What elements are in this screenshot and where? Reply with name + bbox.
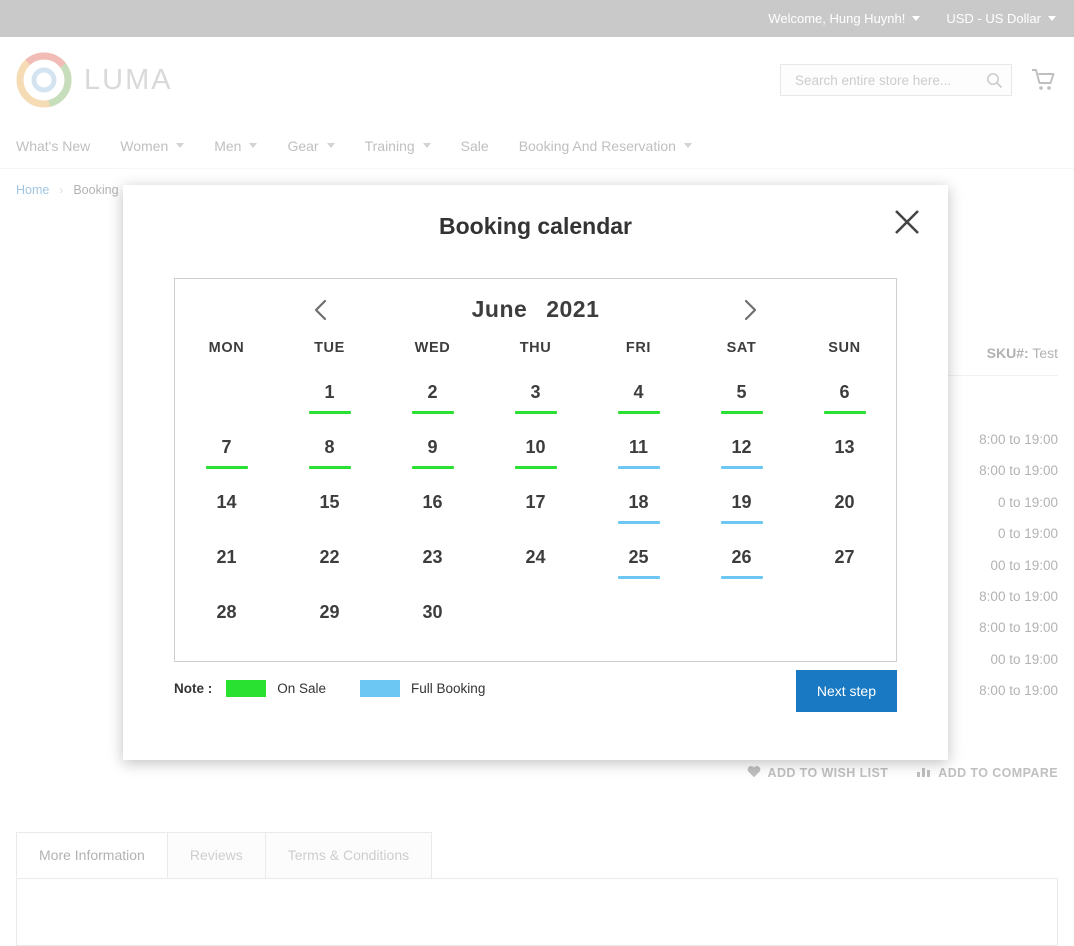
calendar-day-number: 5 [736,381,747,402]
calendar-day-status-bar [309,521,351,524]
calendar-day-18[interactable] [587,480,690,535]
calendar-day-7[interactable] [175,425,278,480]
calendar-day-number: 25 [628,546,649,567]
calendar-day-status-bar [618,411,660,414]
calendar-day-status-bar [824,576,866,579]
calendar-day-status-bar [412,521,454,524]
weekday-mon: MON [208,340,245,356]
calendar-day-number: 9 [427,436,438,457]
calendar-day-number: 20 [834,491,855,512]
calendar-day-status-bar [721,466,763,469]
calendar-day-cell [412,437,454,469]
calendar-day-28[interactable] [175,590,278,645]
calendar-day-29[interactable] [278,590,381,645]
legend-label: Note : [174,681,213,696]
legend-swatch-full-booking [360,680,400,697]
calendar-day-number: 6 [839,381,850,402]
calendar-day-number: 23 [422,546,443,567]
calendar-day-status-bar [618,576,660,579]
calendar-month: June [471,295,528,322]
calendar-day-cell [618,547,660,579]
calendar-day-12[interactable] [690,425,793,480]
calendar-day-empty [793,590,896,645]
weekday-tue: TUE [314,340,345,356]
calendar-day-cell [824,382,866,414]
calendar-day-number: 12 [731,436,752,457]
calendar-day-cell [206,547,248,579]
calendar-day-22[interactable] [278,535,381,590]
weekday-sun: SUN [828,340,861,356]
calendar-day-30[interactable] [381,590,484,645]
calendar-day-cell [412,547,454,579]
calendar-header [175,279,896,339]
calendar-week-row [175,480,896,535]
legend-label-full-booking: Full Booking [411,681,486,696]
calendar-day-24[interactable] [484,535,587,590]
calendar-day-status-bar [515,466,557,469]
calendar-day-empty [587,590,690,645]
calendar-day-cell [309,602,351,634]
calendar-day-status-bar [309,466,351,469]
calendar-day-status-bar [206,521,248,524]
calendar-day-cell [412,492,454,524]
calendar-day-19[interactable] [690,480,793,535]
calendar-day-cell [206,492,248,524]
calendar-day-number: 2 [427,381,438,402]
calendar-week-row [175,425,896,480]
calendar-day-status-bar [412,631,454,634]
calendar-day-number: 14 [216,491,237,512]
calendar-day-status-bar [824,411,866,414]
calendar-day-cell [721,437,763,469]
booking-calendar-modal [123,185,948,760]
weekday-header-row [175,339,896,370]
calendar-day-15[interactable] [278,480,381,535]
calendar-grid [175,339,896,645]
calendar-day-11[interactable] [587,425,690,480]
calendar-day-status-bar [515,411,557,414]
calendar-day-status-bar [618,521,660,524]
calendar-day-status-bar [206,466,248,469]
calendar-day-13[interactable] [793,425,896,480]
calendar-day-status-bar [412,411,454,414]
calendar-day-empty [175,370,278,425]
calendar-day-cell [824,547,866,579]
calendar-day-number: 11 [628,436,649,457]
calendar-day-number: 30 [422,601,443,622]
calendar-day-cell [515,382,557,414]
calendar-day-status-bar [412,576,454,579]
legend-label-on-sale: On Sale [277,681,327,696]
calendar-week-row [175,590,896,645]
calendar-day-14[interactable] [175,480,278,535]
calendar-day-status-bar [515,521,557,524]
calendar-week-row [175,370,896,425]
calendar-day-status-bar [206,576,248,579]
calendar-day-status-bar [309,631,351,634]
calendar-day-number: 1 [324,381,335,402]
calendar-day-26[interactable] [690,535,793,590]
calendar-day-8[interactable] [278,425,381,480]
calendar-day-cell [309,382,351,414]
calendar-day-status-bar [515,576,557,579]
weekday-wed: WED [414,340,451,356]
calendar-day-23[interactable] [381,535,484,590]
calendar-day-status-bar [309,576,351,579]
calendar-day-16[interactable] [381,480,484,535]
calendar-day-number: 24 [525,546,546,567]
calendar-day-10[interactable] [484,425,587,480]
calendar-body [175,370,896,645]
calendar-day-number: 28 [216,601,237,622]
calendar-day-status-bar [824,466,866,469]
chevron-left-icon[interactable] [309,297,335,323]
calendar-day-status-bar [721,521,763,524]
calendar-day-cell [515,547,557,579]
calendar-day-status-bar [309,411,351,414]
calendar-day-empty [484,590,587,645]
calendar-day-cell [206,437,248,469]
calendar-day-status-bar [206,631,248,634]
calendar-day-cell [618,382,660,414]
legend-swatch-on-sale [226,680,266,697]
calendar-day-number: 19 [731,491,752,512]
calendar-day-number: 10 [525,436,546,457]
calendar-day-cell [618,492,660,524]
calendar-day-17[interactable] [484,480,587,535]
close-icon[interactable] [892,207,922,237]
calendar-day-cell [515,492,557,524]
calendar-day-status-bar [721,576,763,579]
calendar-day-27[interactable] [793,535,896,590]
calendar-day-cell [412,602,454,634]
calendar-day-status-bar [412,466,454,469]
calendar-day-9[interactable] [381,425,484,480]
chevron-right-icon[interactable] [736,297,762,323]
calendar-day-5[interactable] [690,370,793,425]
calendar-month-year [472,296,600,323]
calendar-day-cell [721,547,763,579]
calendar-day-cell [515,437,557,469]
calendar-day-cell [721,382,763,414]
calendar-day-20[interactable] [793,480,896,535]
calendar-day-number: 4 [633,381,644,402]
calendar-day-number: 16 [422,491,443,512]
calendar-day-number: 3 [530,381,541,402]
calendar-day-cell [824,492,866,524]
calendar-day-cell [309,547,351,579]
calendar-day-number: 29 [319,601,340,622]
calendar-day-6[interactable] [793,370,896,425]
calendar-day-number: 21 [216,546,237,567]
calendar-day-cell [618,437,660,469]
calendar-day-cell [721,492,763,524]
calendar-day-cell [412,382,454,414]
calendar-day-number: 26 [731,546,752,567]
calendar-year: 2021 [546,295,600,322]
calendar-day-number: 15 [319,491,340,512]
calendar-day-status-bar [721,411,763,414]
calendar-day-number: 7 [221,436,232,457]
calendar-legend [174,680,485,697]
modal-title: Booking calendar [439,213,632,239]
calendar-day-1[interactable] [278,370,381,425]
calendar-day-cell [309,437,351,469]
weekday-thu: THU [519,340,552,356]
weekday-sat: SAT [726,340,757,356]
calendar-day-2[interactable] [381,370,484,425]
calendar-day-status-bar [824,521,866,524]
calendar-day-number: 27 [834,546,855,567]
calendar-week-row [175,535,896,590]
calendar-day-4[interactable] [587,370,690,425]
calendar-day-number: 13 [834,436,855,457]
calendar-day-21[interactable] [175,535,278,590]
calendar-day-empty [690,590,793,645]
calendar-day-cell [309,492,351,524]
calendar-day-number: 17 [525,491,546,512]
calendar-day-number: 8 [324,436,335,457]
calendar-day-cell [206,602,248,634]
calendar-day-status-bar [618,466,660,469]
calendar-day-cell [824,437,866,469]
next-step-button[interactable]: Next step [796,670,897,712]
calendar-day-25[interactable] [587,535,690,590]
weekday-fri: FRI [625,340,652,356]
calendar-day-number: 18 [628,491,649,512]
calendar [174,278,897,662]
calendar-day-number: 22 [319,546,340,567]
calendar-day-3[interactable] [484,370,587,425]
